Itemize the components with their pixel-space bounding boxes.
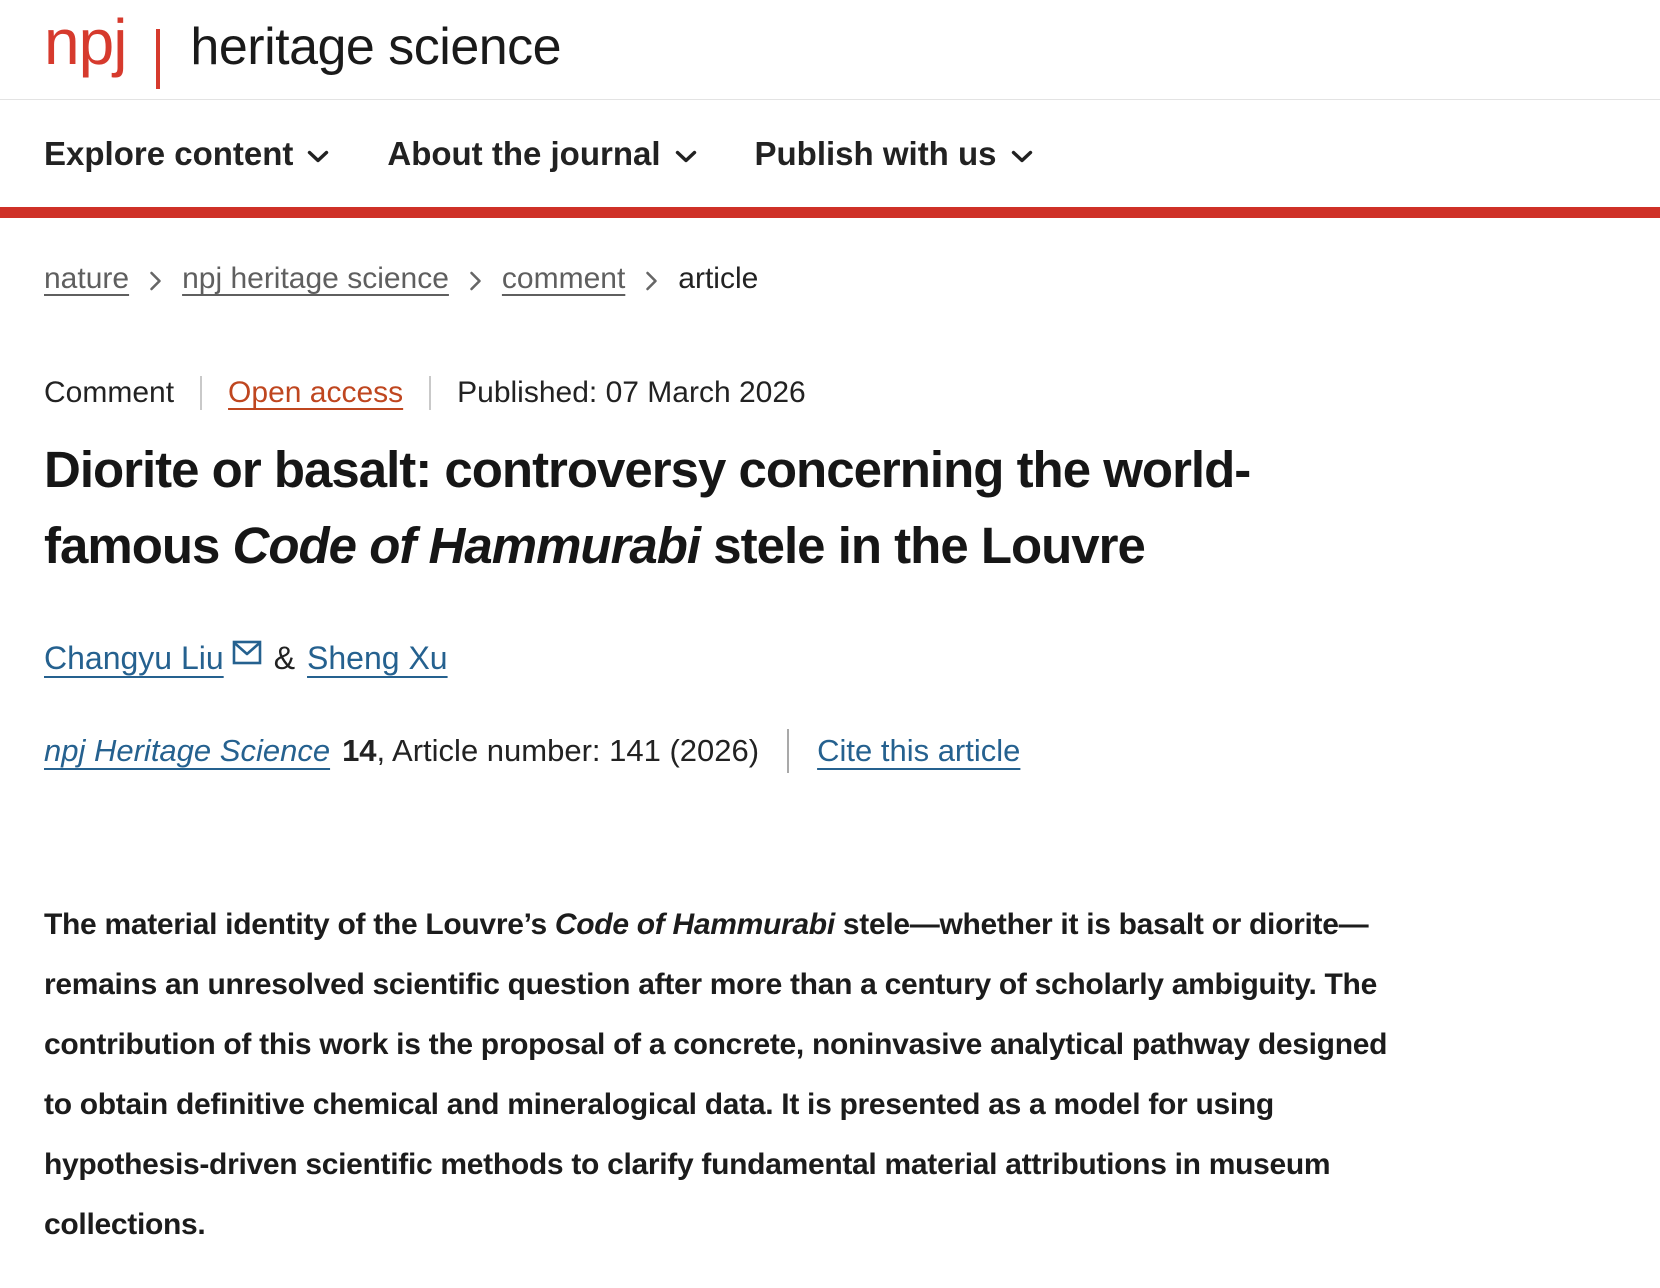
citation-row xyxy=(44,729,1616,773)
brand-red-bar xyxy=(0,207,1660,218)
email-envelope-icon[interactable] xyxy=(232,640,262,665)
breadcrumb-link-journal[interactable]: npj heritage science xyxy=(182,262,449,295)
abstract-text: The material identity of the Louvre’s xyxy=(44,908,555,941)
author-link-sheng-xu[interactable]: Sheng Xu xyxy=(307,640,448,676)
chevron-down-icon xyxy=(1011,150,1033,163)
article-abstract xyxy=(44,895,1394,1255)
npj-logo[interactable]: npj xyxy=(44,6,127,78)
logo-divider xyxy=(156,29,160,89)
article-title-text: stele in the Louvre xyxy=(700,517,1145,574)
cite-this-article-link[interactable]: Cite this article xyxy=(817,733,1021,768)
volume-number: 14 xyxy=(342,733,377,768)
abstract-italic-text: Code of Hammurabi xyxy=(554,908,835,941)
authors-row xyxy=(44,640,1616,677)
chevron-down-icon xyxy=(307,150,329,163)
published-date-label: Published: 07 March 2026 xyxy=(457,376,806,409)
chevron-down-icon xyxy=(675,150,697,163)
meta-divider xyxy=(429,376,431,410)
breadcrumb-current-article: article xyxy=(678,262,759,295)
main-nav xyxy=(0,100,1660,207)
author-link-changyu-liu[interactable]: Changyu Liu xyxy=(44,640,224,676)
nav-publish-with-us-label: Publish with us xyxy=(754,134,997,172)
journal-citation-link[interactable]: npj Heritage Science xyxy=(44,733,331,768)
article-number-text: , Article number: 141 (2026) xyxy=(376,733,760,768)
nav-about-journal[interactable] xyxy=(387,135,696,173)
article-type-label: Comment xyxy=(44,376,175,409)
nav-explore-content-label: Explore content xyxy=(44,134,294,172)
nav-publish-with-us[interactable] xyxy=(755,135,1033,173)
nav-explore-content[interactable] xyxy=(44,135,329,173)
chevron-right-icon xyxy=(469,270,482,292)
journal-name[interactable]: heritage science xyxy=(190,18,562,76)
article-meta-row xyxy=(44,376,1616,410)
article-title xyxy=(44,432,1404,584)
breadcrumb-link-comment[interactable]: comment xyxy=(501,262,626,295)
meta-divider xyxy=(200,376,202,410)
article-page xyxy=(0,262,1660,1255)
citation-divider xyxy=(787,729,789,773)
open-access-link[interactable]: Open access xyxy=(228,376,404,409)
breadcrumb xyxy=(44,262,1616,296)
chevron-right-icon xyxy=(149,270,162,292)
article-title-italic-text: Code of Hammurabi xyxy=(232,517,701,574)
nav-about-journal-label: About the journal xyxy=(387,134,661,172)
site-header xyxy=(0,0,1660,100)
article-title-text: Diorite or basalt: controversy concerning the world-famous xyxy=(44,441,1251,574)
authors-separator: & xyxy=(273,640,296,676)
chevron-right-icon xyxy=(645,270,658,292)
abstract-text: stele—whether it is basalt or diorite—remains an unresolved scientific question after more than a century of scholarly ambiguity. The contribution of this work is the proposal of a concrete, noninvasive analytical pathway designed to obtain definitive chemical and mineralogical data. It is presented as a model for using hypothesis-driven scientific methods to clarify fundamental material attributions in museum collections. xyxy=(44,908,1388,1241)
breadcrumb-link-nature[interactable]: nature xyxy=(44,262,130,295)
